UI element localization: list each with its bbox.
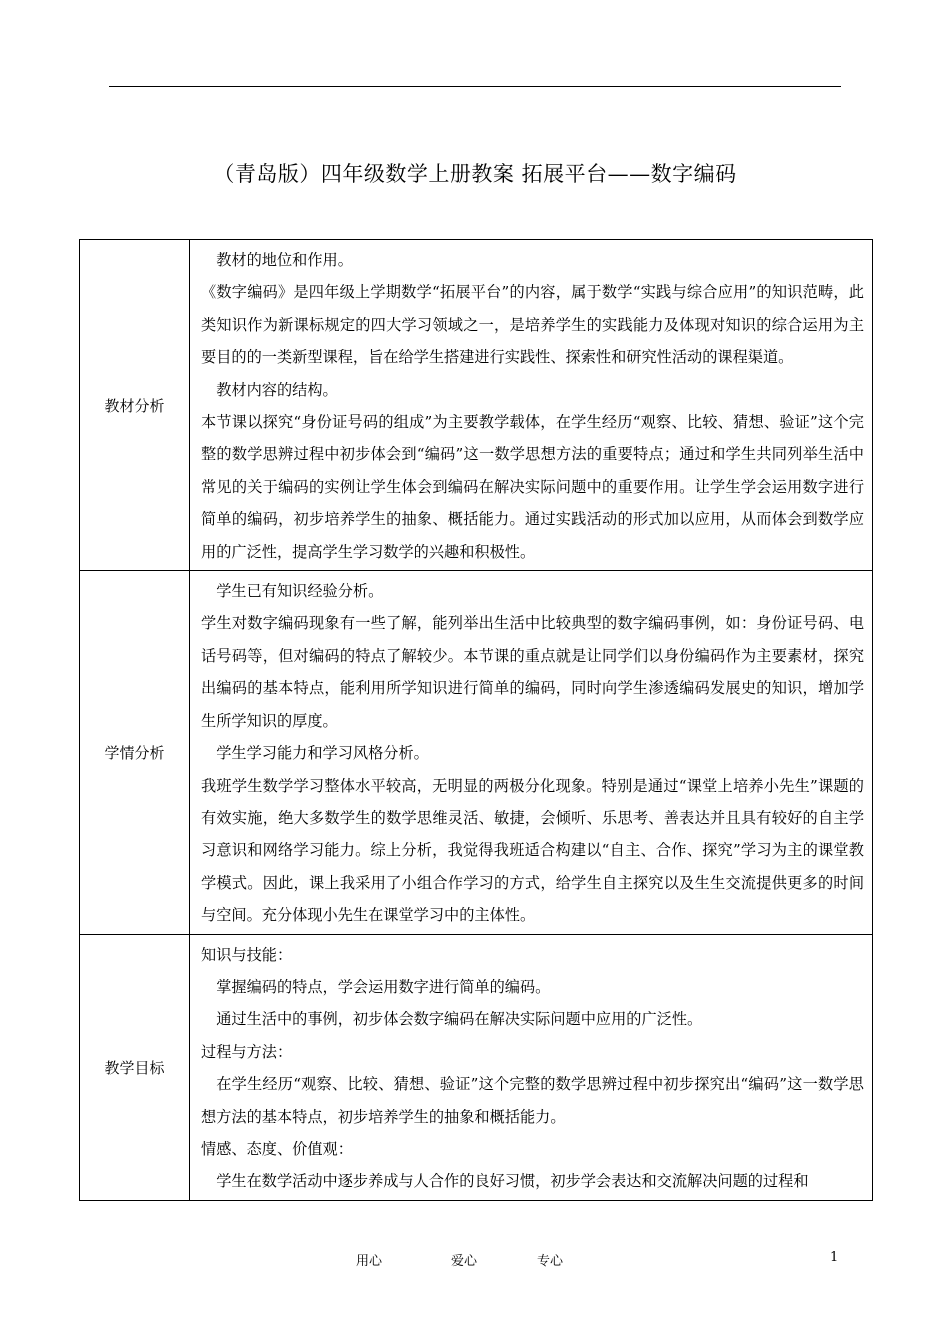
section-row bbox=[80, 240, 873, 571]
header-rule bbox=[109, 86, 841, 87]
section-label: 教材分析 bbox=[80, 240, 190, 571]
section-paragraph: 教材的地位和作用。 bbox=[216, 251, 353, 269]
section-label: 教学目标 bbox=[80, 934, 190, 1200]
section-paragraph: 情感、态度、价值观： bbox=[201, 1139, 353, 1158]
section-paragraph: 我班学生数学学习整体水平较高，无明显的两极分化现象。特别是通过“课堂上培养小先生”课题的有效实施，绝大多数学生的数学思维灵活、敏捷，会倾听、乐思考、善表达并且具有较好的自主学习意识和网络学习能力。综上分析，我觉得我班适合构建以“自主、合作、探究”学习为主的课堂教学模式。因此，课上我采用了小组合作学习的方式，给学生自主探究以及生生交流提供更多的时间与空间。充分体现小先生在课堂学习中的主体性。 bbox=[201, 776, 864, 925]
section-paragraph: 知识与技能： bbox=[201, 945, 293, 964]
section-paragraph: 学生学习能力和学习风格分析。 bbox=[216, 744, 429, 763]
section-content bbox=[190, 240, 873, 571]
section-content bbox=[190, 934, 873, 1200]
section-paragraph: 掌握编码的特点，学会运用数字进行简单的编码。 bbox=[216, 977, 551, 996]
lesson-plan-body bbox=[80, 240, 873, 1201]
section-paragraph: 过程与方法： bbox=[201, 1042, 293, 1061]
section-paragraph: 《数字编码》是四年级上学期数学“拓展平台”的内容，属于数学“实践与综合应用”的知识范畴，此类知识作为新课标规定的四大学习领域之一，是培养学生的实践能力及体现对知识的综合运用为主要目的的一类新型课程，旨在给学生搭建进行实践性、探索性和研究性活动的课程渠道。 bbox=[201, 283, 864, 367]
footer-word-3: 专心 bbox=[537, 1254, 564, 1269]
document-title: （青岛版）四年级数学上册教案 拓展平台——数字编码 bbox=[213, 162, 737, 186]
section-paragraph: 通过生活中的事例，初步体会数字编码在解决实际问题中应用的广泛性。 bbox=[216, 1010, 703, 1029]
section-label: 学情分析 bbox=[80, 571, 190, 934]
section-paragraph: 本节课以探究“身份证号码的组成”为主要教学载体，在学生经历“观察、比较、猜想、验证”这个完整的数学思辨过程中初步体会到“编码”这一数学思想方法的重要特点；通过和学生共同列举生活中常见的关于编码的实例让学生体会到编码在解决实际问题中的重要作用。让学生学会运用数字进行简单的编码，初步培养学生的抽象、概括能力。通过实践活动的形式加以应用，从而体会到数学应用的广泛性，提高学生学习数学的兴趣和积极性。 bbox=[201, 413, 864, 561]
section-paragraph: 学生对数字编码现象有一些了解，能列举出生活中比较典型的数字编码事例，如：身份证号码、电话号码等，但对编码的特点了解较少。本节课的重点就是让同学们以身份编码作为主要素材，探究出编码的基本特点，能利用所学知识进行简单的编码，同时向学生渗透编码发展史的知识，增加学生所学知识的厚度。 bbox=[201, 614, 864, 730]
section-paragraph: 学生已有知识经验分析。 bbox=[216, 582, 384, 601]
section-paragraph: 学生在数学活动中逐步养成与人合作的良好习惯，初步学会表达和交流解决问题的过程和 bbox=[216, 1172, 809, 1191]
section-content bbox=[190, 571, 873, 934]
page-number: 1 bbox=[830, 1250, 839, 1265]
section-paragraph: 在学生经历“观察、比较、猜想、验证”这个完整的数学思辨过程中初步探究出“编码”这一数学思想方法的基本特点，初步培养学生的抽象和概括能力。 bbox=[201, 1075, 864, 1126]
section-row bbox=[80, 934, 873, 1200]
footer-word-1: 用心 bbox=[356, 1254, 383, 1269]
lesson-plan-table bbox=[79, 239, 873, 1201]
section-row bbox=[80, 571, 873, 934]
section-paragraph: 教材内容的结构。 bbox=[216, 380, 338, 399]
footer-word-2: 爱心 bbox=[451, 1254, 478, 1269]
